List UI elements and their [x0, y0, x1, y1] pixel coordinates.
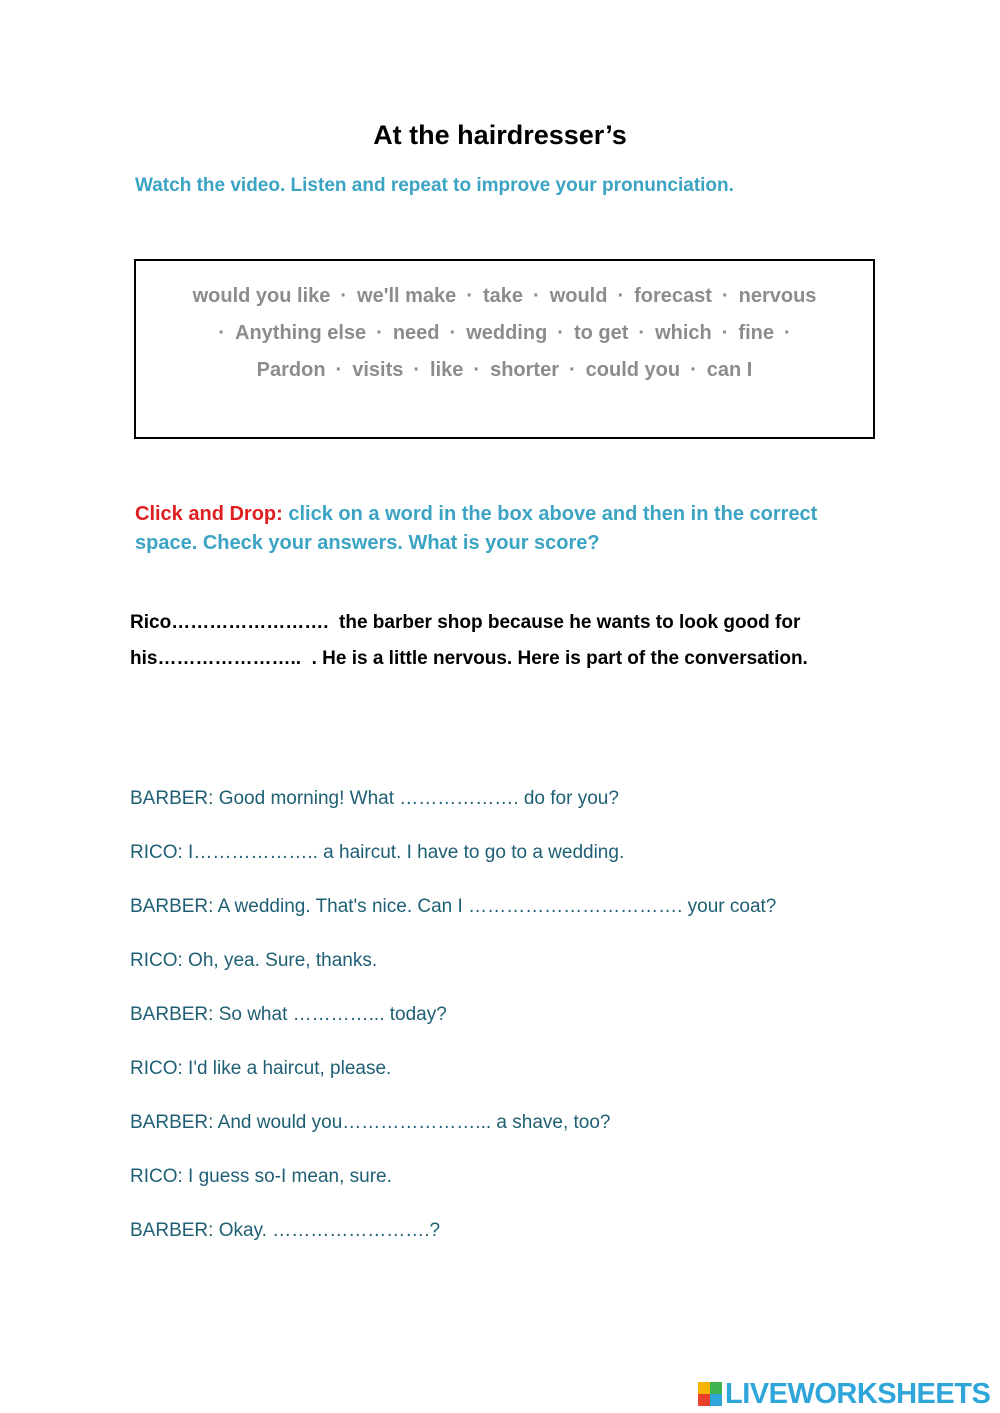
liveworksheets-logo[interactable] [698, 1378, 990, 1410]
word-separator: · [568, 359, 576, 381]
answer-blank[interactable]: ………….. [292, 1004, 380, 1025]
answer-blank[interactable]: ………………….. [157, 648, 302, 669]
word-separator: · [690, 359, 697, 381]
word-option[interactable]: would [549, 285, 608, 307]
dialogue-line [130, 950, 377, 972]
word-option[interactable]: forecast [634, 285, 712, 307]
word-option[interactable]: like [430, 359, 464, 381]
word-separator: · [783, 322, 791, 344]
intro-text: . He is a little nervous. Here is part of the conversation. [311, 648, 808, 669]
answer-blank[interactable]: ……………….. [193, 842, 318, 863]
word-bank-line [136, 359, 873, 382]
word-separator: · [335, 359, 343, 381]
word-separator: · [413, 359, 421, 381]
logo-text: LIVEWORKSHEETS [725, 1377, 991, 1410]
word-separator: · [721, 322, 729, 344]
word-separator: · [466, 285, 473, 307]
word-bank [134, 259, 875, 439]
dialogue-text: RICO: I [130, 842, 194, 863]
dialogue-text: BARBER: So what [130, 1004, 293, 1025]
dialogue-line [130, 788, 619, 810]
word-separator: · [533, 285, 540, 307]
dialogue-text: RICO: I guess so-I mean, sure. [130, 1166, 392, 1187]
dialogue-text: BARBER: And would you [130, 1112, 343, 1133]
word-option[interactable]: need [392, 322, 440, 344]
word-separator: · [218, 322, 226, 344]
dialogue-line [130, 896, 776, 918]
dialogue-text: BARBER: A wedding. That's nice. Can I [130, 896, 469, 917]
logo-block [698, 1394, 710, 1406]
word-separator: · [340, 285, 348, 307]
dialogue-line [130, 1004, 447, 1026]
word-separator: · [473, 359, 481, 381]
page-title: At the hairdresser’s [373, 120, 627, 150]
dialogue-line [130, 1166, 392, 1188]
dialogue-text: ? [429, 1220, 441, 1241]
intro-text: the barber shop because he wants to look good for his [130, 612, 801, 669]
answer-blank[interactable]: ……………………. [272, 1220, 430, 1241]
word-option[interactable]: visits [352, 359, 404, 381]
intro-text: Rico [130, 612, 172, 633]
dialogue-line [130, 1112, 611, 1134]
dialogue-line [130, 842, 624, 864]
subtitle: Watch the video. Listen and repeat to improve your pronunciation. [135, 175, 734, 196]
word-bank-line [136, 322, 873, 345]
dialogue-text: BARBER: Good morning! What [130, 788, 400, 809]
dialogue-text: your coat? [682, 896, 777, 917]
word-option[interactable]: shorter [490, 359, 559, 381]
intro-paragraph [130, 605, 870, 677]
instructions-label: Click and Drop: [135, 503, 283, 525]
dialogue-text: . a shave, too? [485, 1112, 611, 1133]
dialogue-line [130, 1058, 391, 1080]
word-option[interactable]: which [655, 322, 712, 344]
dialogue-text: RICO: I'd like a haircut, please. [130, 1058, 392, 1079]
word-option[interactable]: can I [706, 359, 753, 381]
dialogue-text: BARBER: Okay. [130, 1220, 273, 1241]
word-separator: · [721, 285, 729, 307]
instructions-text: click on a word in the box above and then in the correct space. Check your answers. What is your score? [135, 503, 818, 554]
dialogue-text: RICO: Oh, yea. Sure, thanks. [130, 950, 378, 971]
logo-block [698, 1382, 710, 1394]
dialogue-line [130, 1220, 440, 1242]
word-option[interactable]: nervous [738, 285, 817, 307]
answer-blank[interactable]: ………………. [399, 788, 519, 809]
answer-blank[interactable]: ……………………. [171, 612, 329, 633]
logo-block [710, 1382, 722, 1394]
word-option[interactable]: could you [585, 359, 681, 381]
word-option[interactable]: fine [738, 322, 774, 344]
dialogue-text: do for you? [518, 788, 619, 809]
word-separator: · [638, 322, 646, 344]
word-separator: · [449, 322, 457, 344]
word-option[interactable]: take [482, 285, 524, 307]
answer-blank[interactable]: ……………………………. [468, 896, 683, 917]
answer-blank[interactable]: ………………….. [342, 1112, 486, 1133]
word-option[interactable]: wedding [466, 322, 548, 344]
dialogue-text: a haircut. I have to go to a wedding. [317, 842, 625, 863]
word-option[interactable]: to get [573, 322, 629, 344]
word-separator: · [376, 322, 383, 344]
instructions [135, 500, 835, 558]
logo-blocks-icon [698, 1382, 722, 1406]
word-bank-line [136, 285, 873, 308]
word-separator: · [617, 285, 625, 307]
word-option[interactable]: we'll make [357, 285, 457, 307]
word-option[interactable]: Pardon [256, 359, 326, 381]
word-separator: · [557, 322, 564, 344]
logo-block [710, 1394, 722, 1406]
word-option[interactable]: would you like [192, 285, 331, 307]
dialogue-text: . today? [379, 1004, 447, 1025]
word-option[interactable]: Anything else [235, 322, 367, 344]
